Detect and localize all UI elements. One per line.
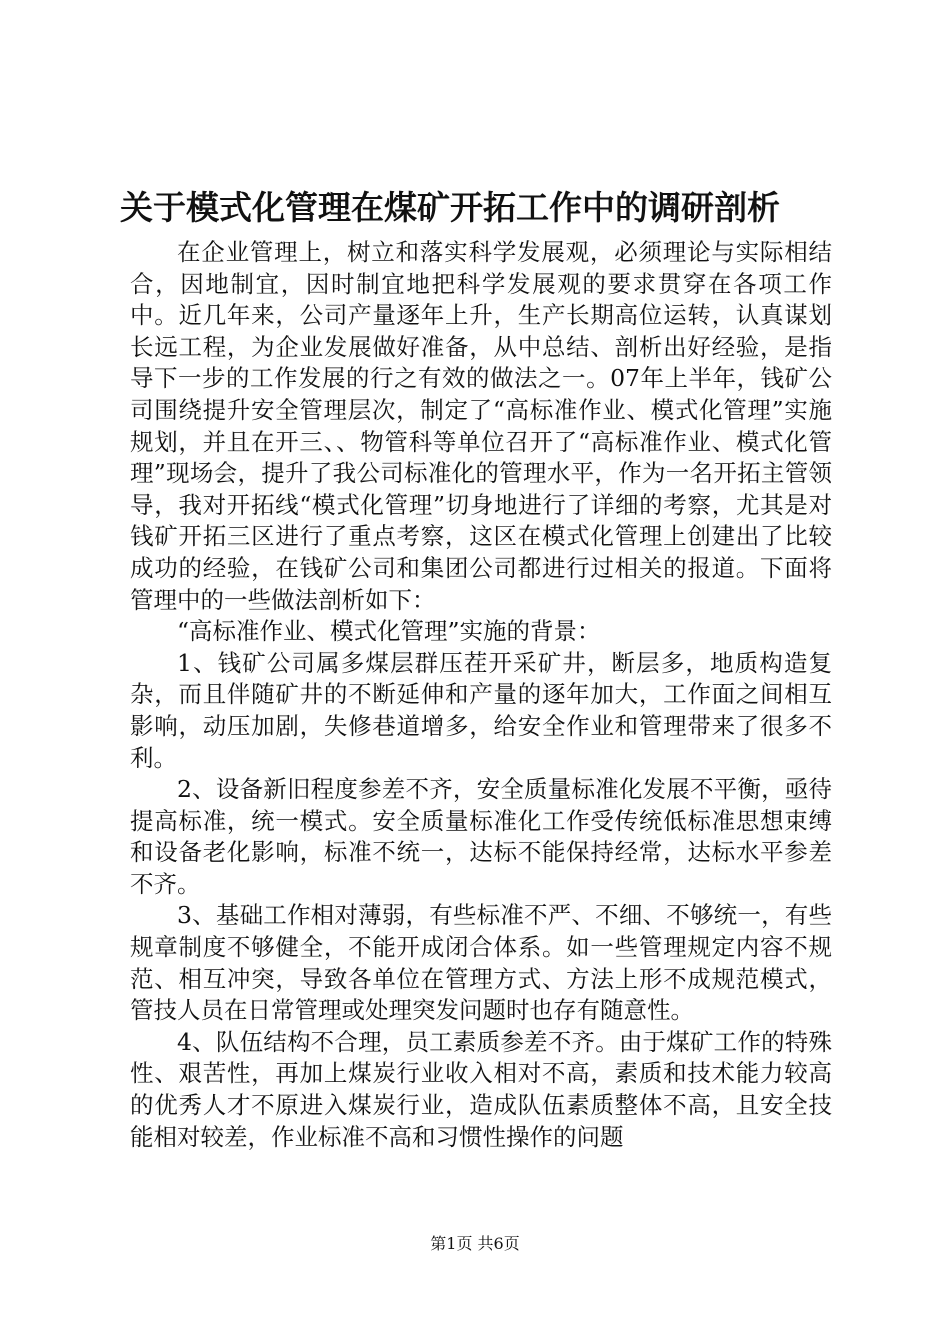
paragraph-item-4: 4、队伍结构不合理，员工素质参差不齐。由于煤矿工作的特殊性、艰苦性，再加上煤炭行业收入相对不高，素质和技术能力较高的优秀人才不原进入煤炭行业，造成队伍素质整体不高，且安全技能相对较差，作业标准不高和习惯性操作的问题 bbox=[130, 1027, 832, 1151]
paragraph-item-3: 3、基础工作相对薄弱，有些标准不严、不细、不够统一，有些规章制度不够健全，不能开成闭合体系。如一些管理规定内容不规范、相互冲突，导致各单位在管理方式、方法上形不成规范模式，管技人员在日常管理或处理突发问题时也存有随意性。 bbox=[130, 901, 832, 1025]
paragraph-intro: 在企业管理上，树立和落实科学发展观，必须理论与实际相结合，因地制宜，因时制宜地把科学发展观的要求贯穿在各项工作中。近几年来，公司产量逐年上升，生产长期高位运转，认真谋划长远工程，为企业发展做好准备，从中总结、剖析出好经验，是指导下一步的工作发展的行之有效的做法之一。07年上半年，钱矿公司围绕提升安全管理层次，制定了“高标准作业、模式化管理”实施规划，并且在开三、、物管科等单位召开了“高标准作业、模式化管理”现场会，提升了我公司标准化的管理水平，作为一名开拓主管领导，我对开拓线“模式化管理”切身地进行了详细的考察，尤其是对钱矿开拓三区进行了重点考察，这区在模式化管理上创建出了比较成功的经验，在钱矿公司和集团公司都进行过相关的报道。下面将管理中的一些做法剖析如下： bbox=[130, 238, 832, 614]
document-body bbox=[130, 237, 832, 1153]
paragraph-item-2: 2、设备新旧程度参差不齐，安全质量标准化发展不平衡，亟待提高标准，统一模式。安全质量标准化工作受传统低标准思想束缚和设备老化影响，标准不统一，达标不能保持经常，达标水平参差不齐。 bbox=[130, 775, 832, 898]
paragraph-item-1: 1、钱矿公司属多煤层群压茬开采矿井，断层多，地质构造复杂，而且伴随矿井的不断延伸和产量的逐年加大，工作面之间相互影响，动压加剧，失修巷道增多，给安全作业和管理带来了很多不利。 bbox=[130, 648, 832, 772]
page-number-footer: 第1页 共6页 bbox=[430, 1234, 520, 1253]
document-title: 关于模式化管理在煤矿开拓工作中的调研剖析 bbox=[120, 188, 780, 227]
paragraph-background-heading: “高标准作业、模式化管理”实施的背景： bbox=[177, 617, 601, 646]
